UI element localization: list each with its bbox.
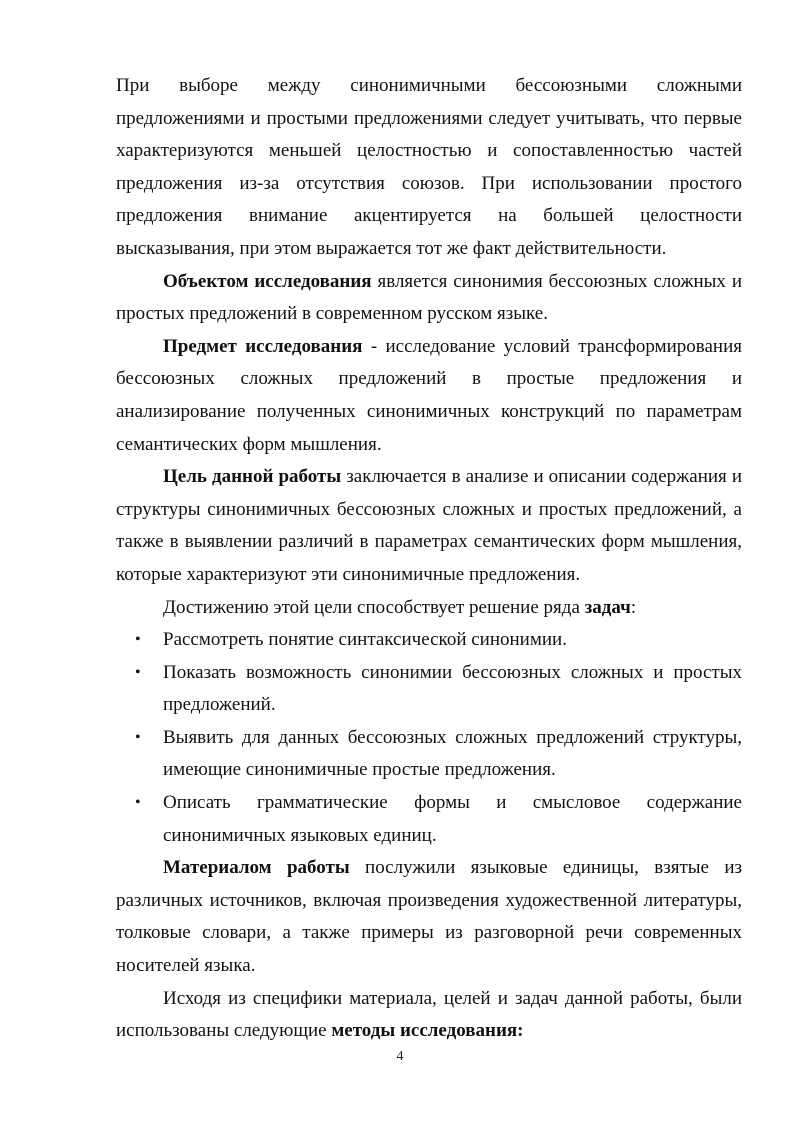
tasks-intro-bold: задач — [584, 596, 631, 618]
material-paragraph — [116, 852, 742, 982]
object-label: Объектом исследования — [163, 270, 372, 292]
goal-label: Цель данной работы — [163, 466, 342, 488]
task-text: Выявить для данных бессоюзных сложных предложений структуры, имеющие синонимичные простые предложения. — [163, 726, 742, 781]
tasks-list — [116, 624, 742, 852]
material-label: Материалом работы — [163, 857, 350, 879]
goal-paragraph — [116, 461, 742, 591]
list-item — [116, 787, 742, 852]
bullet-icon: • — [135, 663, 141, 681]
subject-text: - исследование условий трансформирования бессоюзных сложных предложений в простые предложения и анализирование полученных синонимичных конструкций по параметрам семантических форм мышления. — [116, 335, 742, 455]
list-item — [116, 722, 742, 787]
tasks-intro-text: Достижению этой цели способствует решение ряда — [163, 596, 585, 618]
list-item — [116, 657, 742, 722]
methods-paragraph — [116, 983, 742, 1048]
tasks-intro-paragraph — [116, 592, 742, 625]
bullet-icon: • — [135, 794, 141, 812]
bullet-icon: • — [135, 631, 141, 649]
material-text: послужили языковые единицы, взятые из различных источников, включая произведения художественной литературы, толковые словари, а также примеры из разговорной речи современных носителей языка. — [116, 857, 742, 977]
methods-bold: методы исследования: — [331, 1020, 524, 1042]
document-page — [116, 70, 742, 1048]
tasks-intro-tail: : — [630, 596, 637, 618]
subject-paragraph — [116, 331, 742, 461]
intro-paragraph: При выборе между синонимичными бессоюзными сложными предложениями и простыми предложениями следует учитывать, что первые характеризуются меньшей целостностью и сопоставленностью частей предложения из-за отсутствия союзов. При использовании простого предложения внимание акцентируется на большей целостности высказывания, при этом выражается тот же факт действительности. — [116, 75, 742, 259]
task-text: Описать грамматические формы и смысловое содержание синонимичных языковых единиц. — [163, 792, 742, 846]
methods-text: Исходя из специфики материала, целей и задач данной работы, были использованы следующие — [116, 987, 742, 1042]
object-text: является синонимия бессоюзных сложных и простых предложений в современном русском языке. — [116, 270, 742, 325]
task-text: Показать возможность синонимии бессоюзных сложных и простых предложений. — [163, 661, 742, 716]
page-number: 4 — [396, 1049, 404, 1064]
bullet-icon: • — [135, 728, 141, 746]
object-paragraph — [116, 266, 742, 331]
goal-text: заключается в анализе и описании содержания и структуры синонимичных бессоюзных сложных и простых предложений, а также в выявлении различий в параметрах семантических форм мышления, которые характеризуют эти синонимичные предложения. — [116, 466, 742, 585]
task-text: Рассмотреть понятие синтаксической синонимии. — [163, 629, 567, 651]
subject-label: Предмет исследования — [163, 335, 363, 357]
list-item — [116, 624, 742, 657]
